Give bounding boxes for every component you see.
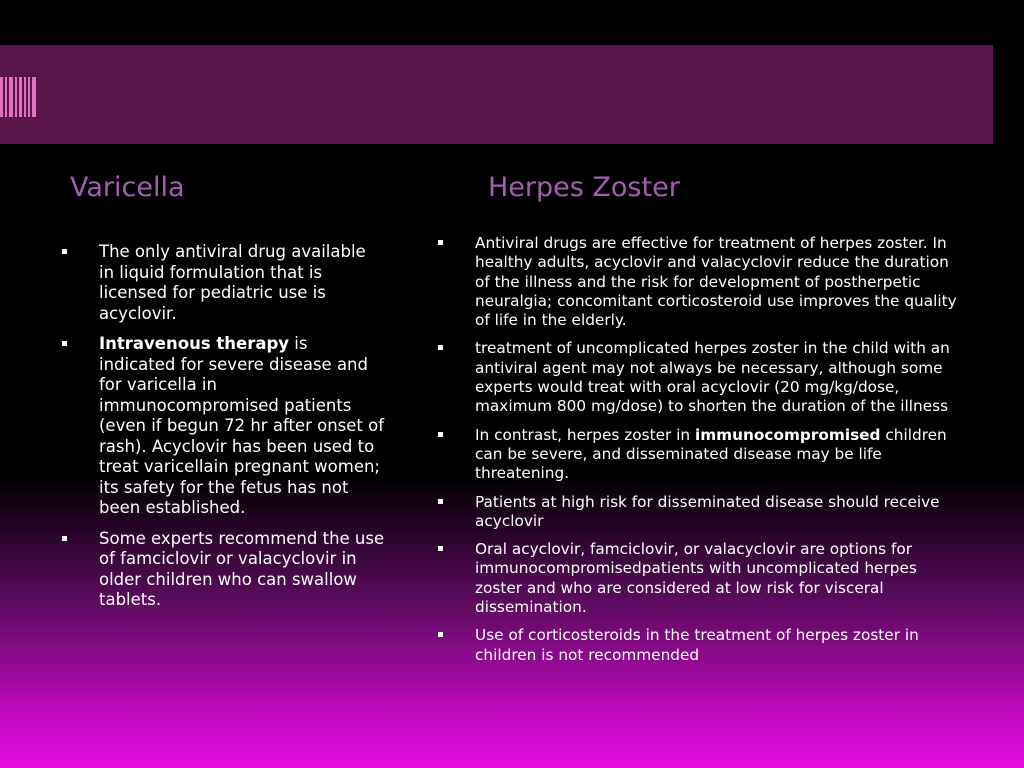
list-item	[60, 242, 385, 324]
list-item	[436, 540, 966, 617]
list-item	[436, 234, 966, 330]
bullet-text: Oral acyclovir, famciclovir, or valacyclovir are options for immunocompromisedpatients with uncomplicated herpes zoster and who are considered at low risk for visceral dissemination.	[475, 540, 917, 617]
list-item	[436, 493, 966, 532]
bullet-bold-text: immunocompromised	[694, 425, 881, 444]
stripe-logo-icon	[0, 77, 36, 117]
herpes-zoster-title: Herpes Zoster	[488, 172, 680, 203]
list-item	[436, 426, 966, 484]
herpes-zoster-bullet-list	[436, 234, 966, 674]
bullet-text: In contrast, herpes zoster in	[475, 425, 695, 444]
bullet-text: treatment of uncomplicated herpes zoster in the child with an antiviral agent may not always be necessary, although some experts would treat with oral acyclovir (20 mg/kg/dose, maximum 800 mg/dose) to shorten the duration of the illness	[475, 339, 950, 416]
bullet-bold-text: Intravenous therapy	[99, 334, 290, 353]
bullet-text: The only antiviral drug available in liquid formulation that is licensed for pediatric use is acyclovir.	[99, 242, 366, 323]
bullet-text: children can be severe, and disseminated disease may be life threatening.	[475, 425, 947, 483]
bullet-text: Some experts recommend the use of famciclovir or valacyclovir in older children who can swallow tablets.	[99, 528, 385, 609]
varicella-bullet-list	[60, 242, 385, 621]
bullet-text: Patients at high risk for disseminated disease should receive acyclovir	[475, 492, 940, 530]
bullet-text: Use of corticosteroids in the treatment of herpes zoster in children is not recommended	[475, 626, 919, 664]
list-item	[60, 334, 385, 519]
list-item	[60, 529, 385, 611]
list-item	[436, 339, 966, 416]
varicella-title: Varicella	[70, 172, 185, 203]
list-item	[436, 626, 966, 665]
header-band	[0, 45, 993, 144]
bullet-text: is indicated for severe disease and for varicella in immunocompromised patients (even if begun 72 hr after onset of rash). Acyclovir has been used to treat varicellain pregnant women; its safety for the fetus has not been established.	[99, 334, 385, 517]
bullet-text: Antiviral drugs are effective for treatment of herpes zoster. In healthy adults, acyclovir and valacyclovir reduce the duration of the illness and the risk for development of postherpetic neuralgia; concomitant corticosteroid use improves the quality of life in the elderly.	[475, 234, 957, 330]
